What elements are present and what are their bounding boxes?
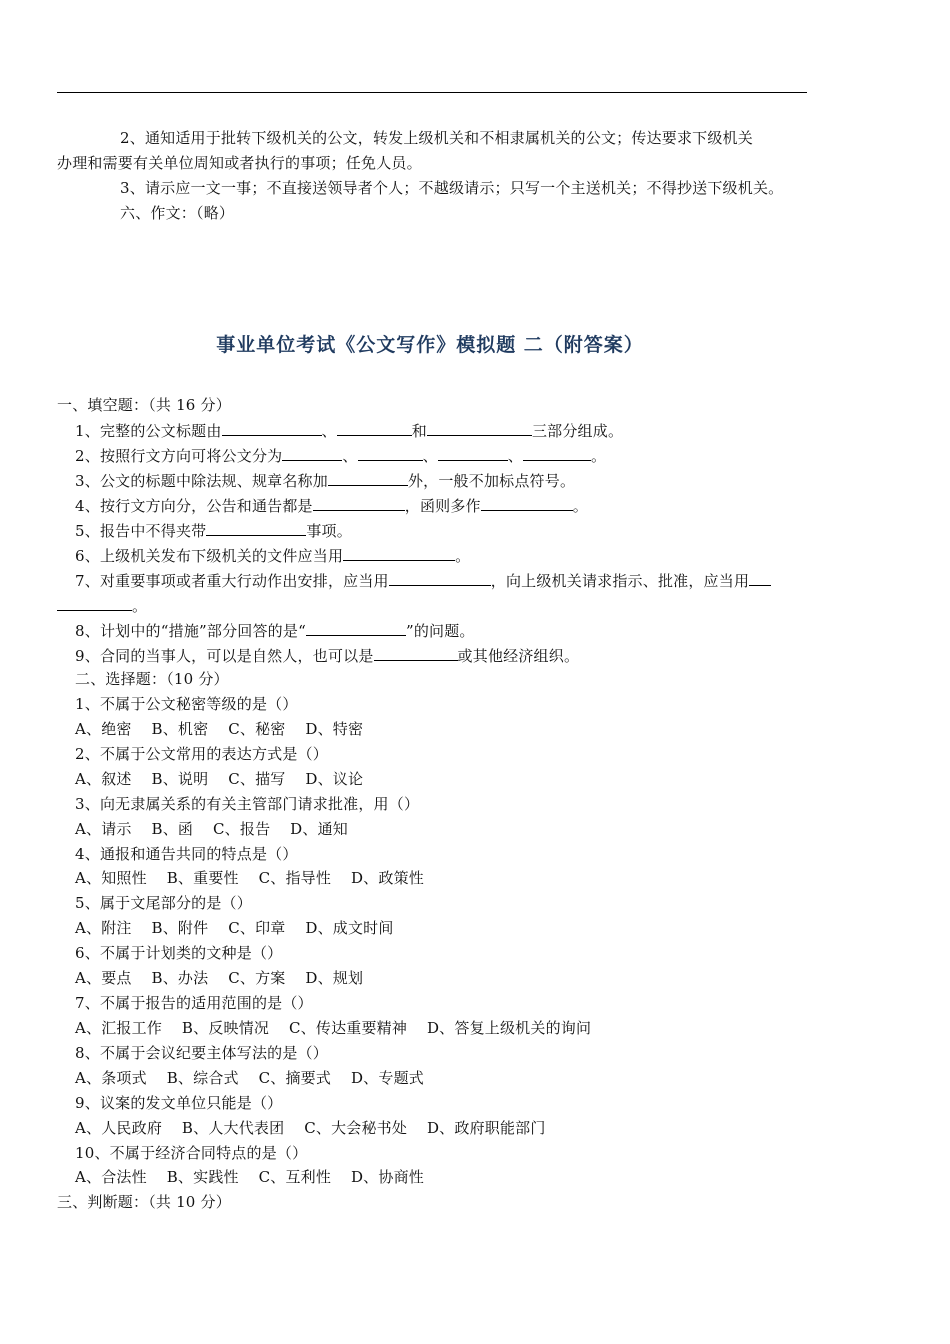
fill-question-9: 9、合同的当事人，可以是自然人，也可以是 或其他经济组织。	[75, 647, 580, 665]
blank	[358, 445, 423, 461]
choice-question-2: 2、不属于公文常用的表达方式是（）	[75, 745, 328, 763]
fill-question-1: 1、完整的公文标题由 、 和 三部分组成。	[75, 422, 624, 440]
answer-line-3: 3、请示应一文一事；不直接送领导者个人；不越级请示；只写一个主送机关；不得抄送下级机关。	[120, 179, 784, 197]
blank	[749, 570, 771, 586]
blank	[374, 645, 458, 661]
choice-question-10: 10、不属于经济合同特点的是（）	[75, 1144, 308, 1162]
blank	[438, 445, 508, 461]
answer-line-4: 六、作文：（略）	[120, 204, 235, 222]
blank	[481, 495, 573, 511]
header-rule	[57, 92, 807, 93]
blank	[313, 495, 405, 511]
blank	[57, 595, 132, 611]
choice-question-8: 8、不属于会议纪要主体写法的是（）	[75, 1044, 328, 1062]
choice-options-4: A、知照性 B、重要性 C、指导性 D、政策性	[75, 869, 424, 887]
choice-question-6: 6、不属于计划类的文种是（）	[75, 944, 283, 962]
document-title: 事业单位考试《公文写作》模拟题 二（附答案）	[216, 334, 644, 356]
choice-options-6: A、要点 B、办法 C、方案 D、规划	[75, 969, 364, 987]
section-3-heading: 三、判断题：（共 10 分）	[57, 1193, 231, 1211]
fill-question-5: 5、报告中不得夹带 事项。	[75, 522, 352, 540]
choice-question-3: 3、向无隶属关系的有关主管部门请求批准，用（）	[75, 795, 420, 813]
choice-options-10: A、合法性 B、实践性 C、互利性 D、协商性	[75, 1168, 424, 1186]
answer-line-2: 办理和需要有关单位周知或者执行的事项；任免人员。	[57, 154, 422, 172]
fill-question-8: 8、计划中的“措施”部分回答的是“ ”的问题。	[75, 622, 475, 640]
section-1-heading: 一、填空题：（共 16 分）	[57, 396, 231, 414]
choice-question-7: 7、不属于报告的适用范围的是（）	[75, 994, 313, 1012]
blank	[206, 520, 306, 536]
fill-question-6: 6、上级机关发布下级机关的文件应当用 。	[75, 547, 471, 565]
blank	[389, 570, 491, 586]
fill-question-4: 4、按行文方向分，公告和通告都是 ，函则多作 。	[75, 497, 588, 515]
choice-options-7: A、汇报工作 B、反映情况 C、传达重要精神 D、答复上级机关的询问	[75, 1019, 592, 1037]
blank	[282, 445, 342, 461]
blank	[523, 445, 591, 461]
choice-options-9: A、人民政府 B、人大代表团 C、大会秘书处 D、政府职能部门	[75, 1119, 546, 1137]
choice-question-9: 9、议案的发文单位只能是（）	[75, 1094, 283, 1112]
fill-question-7: 7、对重要事项或者重大行动作出安排，应当用 ，向上级机关请求指示、批准，应当用	[75, 570, 771, 591]
section-2-heading: 二、选择题：（10 分）	[75, 670, 229, 688]
choice-question-5: 5、属于文尾部分的是（）	[75, 894, 252, 912]
choice-options-1: A、绝密 B、机密 C、秘密 D、特密	[75, 720, 364, 738]
blank	[328, 470, 408, 486]
fill-question-3: 3、公文的标题中除法规、规章名称加 外，一般不加标点符号。	[75, 472, 576, 490]
choice-options-2: A、叙述 B、说明 C、描写 D、议论	[75, 770, 364, 788]
answer-line-1: 2、通知适用于批转下级机关的公文，转发上级机关和不相隶属机关的公文；传达要求下级机关	[120, 129, 753, 147]
fill-question-2: 2、按照行文方向可将公文分为 、 、 、 。	[75, 447, 607, 465]
blank	[343, 545, 455, 561]
choice-question-4: 4、通报和通告共同的特点是（）	[75, 845, 298, 863]
blank	[306, 620, 406, 636]
choice-question-1: 1、不属于公文秘密等级的是（）	[75, 695, 298, 713]
blank	[427, 420, 532, 436]
choice-options-8: A、条项式 B、综合式 C、摘要式 D、专题式	[75, 1069, 424, 1087]
blank	[222, 420, 322, 436]
choice-options-5: A、附注 B、附件 C、印章 D、成文时间	[75, 919, 394, 937]
choice-options-3: A、请示 B、函 C、报告 D、通知	[75, 820, 348, 838]
blank	[337, 420, 412, 436]
fill-question-7-continued: 。	[57, 595, 147, 616]
